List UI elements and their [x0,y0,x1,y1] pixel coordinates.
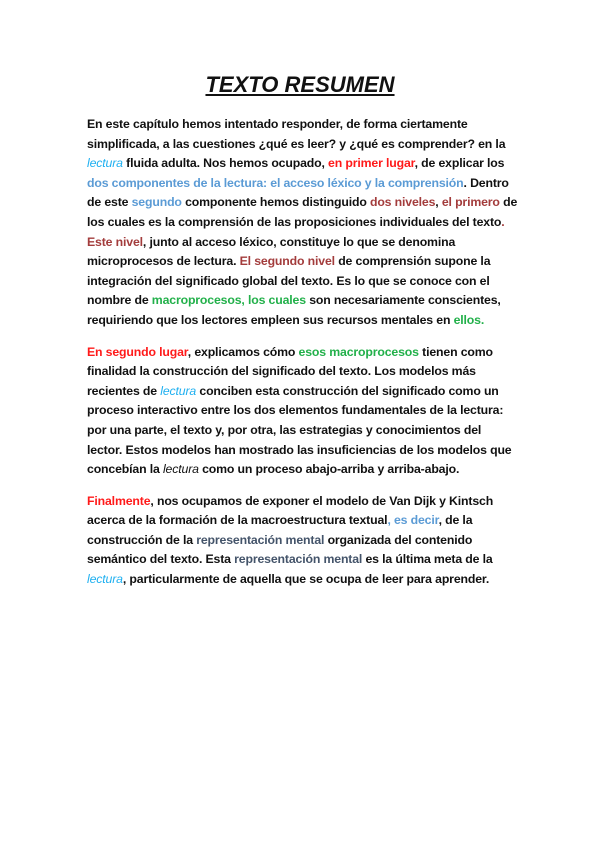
text-run: simplificada, a las cuestiones ¿qué es leer? y ¿qué es comprender? en la [87,136,506,151]
text-line [87,115,527,135]
text-run: recientes de [87,383,161,398]
text-run: , [435,195,442,210]
text-run: organizada del contenido [324,532,473,547]
highlighted-text: dos niveles [369,195,436,210]
text-run: conciben esta construcción del significado como un [196,383,499,398]
paragraph [87,343,527,480]
text-line [87,570,527,590]
highlighted-text: el primero [441,195,500,210]
text-line [87,460,527,480]
text-line [87,272,527,292]
highlighted-text: Este nivel [87,234,143,249]
text-run: proceso interactivo entre los dos elementos fundamentales de la lectura: [87,403,504,418]
text-run: como un proceso abajo-arriba y arriba-abajo. [198,462,460,477]
text-run: nombre de [87,293,152,308]
text-run: , explicamos cómo [187,344,299,359]
text-line [87,252,527,272]
text-line [87,311,527,331]
text-line [87,382,527,402]
document-title: TEXTO RESUMEN [205,72,395,97]
text-line [87,401,527,421]
highlighted-text: dos componentes de la lectura: el acceso léxico y la comprensión [87,175,464,190]
highlighted-text: Finalmente [87,493,151,508]
text-run: de [499,195,518,210]
text-line [87,511,527,531]
text-run: los cuales es la comprensión de las proposiciones individuales del texto [87,214,502,229]
text-line [87,213,527,233]
text-run: acerca de la formación de la macroestructura textual [87,513,388,528]
highlighted-text: representación mental [196,532,325,547]
text-line [87,233,527,253]
document-body [87,115,527,602]
text-run: de este [87,195,132,210]
text-run: . Dentro [463,175,509,190]
text-run: es la última meta de la [362,552,493,567]
text-line [87,135,527,155]
text-run: son necesariamente conscientes, [305,293,501,308]
text-line [87,550,527,570]
text-line [87,492,527,512]
text-run: por una parte, el texto y, por otra, las estrategias y conocimientos del [87,422,482,437]
highlighted-text: . [501,214,505,229]
text-run: concebían la [87,462,163,477]
highlighted-text: segundo [131,195,182,210]
text-run: construcción de la [87,532,197,547]
text-line [87,343,527,363]
text-line [87,421,527,441]
highlighted-text: en primer lugar [328,156,415,171]
text-run: , de explicar los [414,156,505,171]
text-run: semántico del texto. Esta [87,552,235,567]
text-run: finalidad la construcción del significado del texto. Los modelos más [87,364,476,379]
text-line [87,531,527,551]
highlighted-text: lectura [162,462,199,477]
highlighted-text: ellos. [453,312,485,327]
text-run: integración del significado global del texto. Es lo que se conoce con el [87,273,490,288]
highlighted-text: lectura [160,383,197,398]
text-run: , particularmente de aquella que se ocupa de leer para aprender. [122,572,490,587]
highlighted-text: lectura [87,156,123,171]
text-run: , de la [438,513,473,528]
highlighted-text: representación mental [234,552,363,567]
highlighted-text: , es decir [387,513,439,528]
highlighted-text: macroprocesos, los cuales [151,293,306,308]
highlighted-text: El segundo nivel [239,254,335,269]
text-run: requiriendo que los lectores empleen sus recursos mentales en [87,312,454,327]
text-run: , nos ocupamos de exponer el modelo de Van Dijk y Kintsch [150,493,494,508]
paragraph [87,115,527,331]
text-run: microprocesos de lectura. [87,254,240,269]
text-line [87,193,527,213]
text-line [87,174,527,194]
highlighted-text: esos macroprocesos [298,344,419,359]
text-run: de comprensión supone la [334,254,491,269]
text-line [87,362,527,382]
highlighted-text: lectura [87,572,123,587]
text-run: , junto al acceso léxico, constituye lo que se denomina [142,234,456,249]
highlighted-text: En segundo lugar [87,344,188,359]
text-line [87,441,527,461]
text-run: tienen como [418,344,493,359]
paragraph [87,492,527,590]
text-run: En este capítulo hemos intentado responder, de forma ciertamente [87,117,468,131]
text-line [87,154,527,174]
text-line [87,291,527,311]
text-run: fluida adulta. Nos hemos ocupado, [122,156,329,171]
text-run: componente hemos distinguido [181,195,370,210]
text-run: lector. Estos modelos han mostrado las insuficiencias de los modelos que [87,442,512,457]
